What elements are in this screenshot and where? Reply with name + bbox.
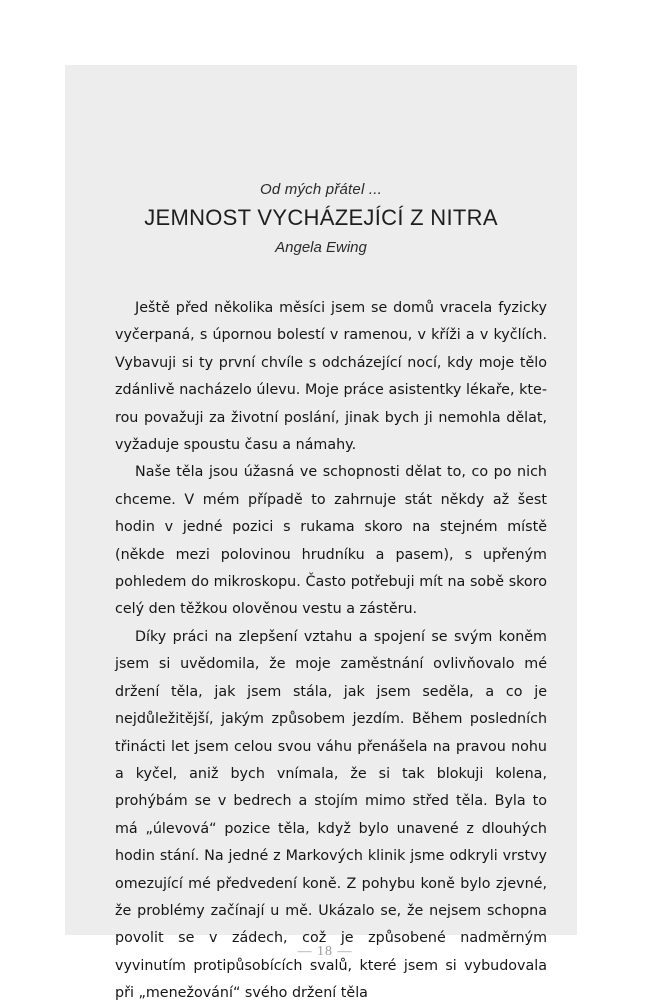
author-name: Angela Ewing bbox=[275, 239, 367, 256]
paragraph: Díky práci na zlepšení vztahu a spojení se svým koněm jsem si uvědomila, že moje zaměstnání ovlivňovalo mé držení těla, jak jsem stála, jak jsem seděla, a co je nejdůležitější, jakým způsobem jezdím. Během posledních třinácti let jsem celou svou váhu přenášela na pravou nohu a kyčel, aniž bych vnímala, že si tak blokuji kolena, prohýbám se v bedrech a stojím mimo střed těla. Byla to má „úlevová“ pozice těla, když bylo unavené z dlouhých hodin stání. Na jedné z Markových klinik jsme odkryli vrstvy omezující mé předvedení koně. Z pohybu koně bylo zjevné, že problémy začínají u mě. Ukázalo se, že nejsem schopna povolit se v zádech, což je způsobené nadměrným vyvinutím protipůsobících svalů, které jsem si vybudovala při „menežování“ svého držení těla bbox=[115, 628, 547, 1000]
paragraph: Ještě před několika měsíci jsem se domů vracela fyzicky vyčerpaná, s úpornou bolestí v ramenou, v kříži a v kyčlích. Vybavuji si ty první chvíle s odcházející nocí, kdy moje tělo zdánlivě nacházelo úlevu. Moje práce asistentky lékaře, kterou považuji za životní poslání, jinak bych ji nemohla dělat, vyžaduje spoustu času a námahy. bbox=[115, 300, 547, 454]
article-body bbox=[115, 295, 547, 1000]
chapter-title: JEMNOST VYCHÁZEJÍCÍ Z NITRA bbox=[144, 205, 498, 230]
paragraph: Naše těla jsou úžasná ve schopnosti dělat to, co po nich chceme. V mém případě to zahrnuje stát někdy až šest hodin v jedné pozici s rukama skoro na stejném místě (někde mezi polovinou hrudníku a pasem), s upřeným pohledem do mikroskopu. Často potřebuji mít na sobě skoro celý den těžkou olověnou vestu a zástěru. bbox=[115, 464, 547, 618]
section-kicker: Od mých přátel ... bbox=[260, 181, 382, 198]
page-number: — 18 — bbox=[297, 944, 353, 959]
